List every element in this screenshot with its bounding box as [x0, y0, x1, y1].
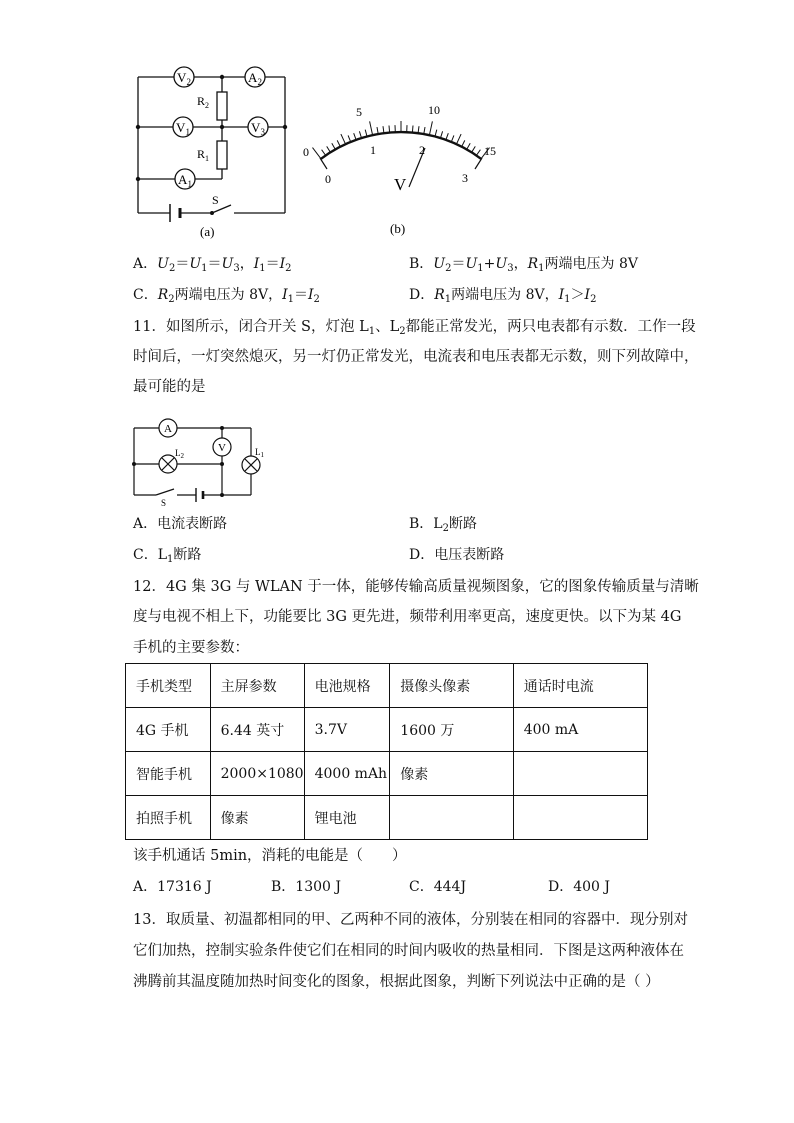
svg-text:L1: $L_1$ [255, 447, 264, 459]
q11-stem-line-2: 时间后，一灯突然熄灭，另一灯仍正常发光，电流表和电压表都无示数，则下列故障中， [133, 349, 699, 365]
q11-option-d: D．电压表断路 [409, 547, 505, 563]
ammeter-a1 [175, 169, 195, 189]
table-row [126, 752, 648, 796]
q12-option-c: C．444J [409, 879, 467, 895]
q12-option-d: D．400 J [548, 879, 611, 895]
dial-tick [457, 134, 462, 144]
table-row [126, 796, 648, 840]
table-cell [513, 796, 647, 840]
dial-tick [313, 148, 322, 159]
table-header-cell: 手机类型 [126, 664, 211, 708]
table-cell: 智能手机 [126, 752, 211, 796]
dial-tick [429, 121, 432, 135]
svg-text:V2: $V_2$ [177, 70, 191, 87]
svg-text:S: S [161, 498, 167, 508]
upper-scale-5: 5 [356, 105, 362, 119]
q11-ammeter [159, 419, 177, 437]
lower-scale-1: 1 [370, 143, 376, 157]
phone-params-table [125, 663, 648, 840]
svg-text:A1: $A_1$ [178, 172, 192, 189]
q10-option-c: C．$R_2$两端电压为 8V，$I_1=I_2$ [133, 287, 320, 305]
table-cell: 4000 mAh [304, 752, 390, 796]
table-cell: 6.44 英寸 [210, 708, 304, 752]
lower-scale-0: 0 [325, 172, 331, 186]
table-row [126, 708, 648, 752]
voltmeter-v3 [248, 117, 268, 137]
table-cell: 3.7V [304, 708, 390, 752]
dial-tick [370, 121, 373, 135]
q12-option-b: B．1300 J [271, 879, 341, 895]
table-cell: 像素 [390, 752, 513, 796]
svg-text:A: A [164, 423, 172, 435]
upper-scale-10: 10 [428, 103, 440, 117]
figure-b-caption: (b) [390, 221, 406, 236]
voltmeter-v1 [173, 117, 193, 137]
lower-scale-2: 2 [419, 143, 425, 157]
table-header-cell: 主屏参数 [210, 664, 304, 708]
q12-stem-line-2: 度与电视不相上下，功能要比 3G 更先进，频带利用率更高，速度更快。以下为某 4G [133, 609, 682, 625]
table-cell: 1600 万 [390, 708, 513, 752]
resistor-r1-label: $R_1$ [197, 147, 210, 163]
q12-stem-line-3: 手机的主要参数： [133, 640, 249, 656]
q11-stem-line-3: 最可能的是 [133, 379, 206, 395]
ammeter-a2 [245, 67, 265, 87]
table-cell [513, 752, 647, 796]
table-cell: 4G 手机 [126, 708, 211, 752]
svg-text:V: V [218, 442, 226, 454]
svg-text:A2: $A_2$ [248, 70, 262, 87]
table-header-cell: 电池规格 [304, 664, 390, 708]
q12-stem-line-1: 12．4G 集 3G 与 WLAN 于一体，能够传输高质量视频图象，它的图象传输质量与清晰 [133, 579, 699, 595]
q11-stem-line-1: 11．如图所示，闭合开关 S，灯泡 $L_1$、$L_2$都能正常发光，两只电表都有示数．工作一段 [133, 319, 696, 337]
svg-text:V3: $V_3$ [251, 120, 265, 137]
dial-unit: V [394, 175, 407, 194]
figure-b-voltmeter-dial [298, 95, 508, 240]
figure-a-caption: (a) [200, 224, 215, 239]
q11-circuit-figure [128, 415, 278, 510]
q12-question: 该手机通话 5min，消耗的电能是（ ） [133, 848, 407, 864]
resistor-r2-label: $R_2$ [197, 94, 210, 110]
voltmeter-v2 [174, 67, 194, 87]
upper-scale-15: 15 [484, 144, 496, 158]
q13-stem-line-3: 沸腾前其温度随加热时间变化的图象，根据此图象，判断下列说法中正确的是（ ） [133, 974, 660, 990]
q11-option-a: A．电流表断路 [133, 516, 228, 532]
q10-option-a: A．$U_2=U_1=U_3$，$I_1=I_2$ [133, 256, 292, 274]
lower-scale-3: 3 [462, 171, 468, 185]
q10-option-d: D．$R_1$两端电压为 8V，$I_1>I_2$ [409, 287, 597, 305]
svg-text:V1: $V_1$ [176, 120, 190, 137]
figure-a-circuit [128, 60, 298, 245]
table-cell: 锂电池 [304, 796, 390, 840]
upper-scale-0: 0 [303, 145, 309, 159]
svg-text:L2: $L_2$ [175, 448, 184, 460]
q11-voltmeter [213, 438, 231, 456]
q11-option-c: C．$L_1$断路 [133, 547, 202, 565]
q11-option-b: B．$L_2$断路 [409, 516, 477, 534]
table-cell [390, 796, 513, 840]
q12-option-a: A．17316 J [133, 879, 212, 895]
table-cell: 400 mA [513, 708, 647, 752]
q10-option-b: B．$U_2=U_1+U_3$，$R_1$两端电压为 8V [409, 256, 638, 274]
q11-lamp-l1 [242, 456, 260, 474]
table-cell: 拍照手机 [126, 796, 211, 840]
table-header-row [126, 664, 648, 708]
table-header-cell: 摄像头像素 [390, 664, 513, 708]
table-cell: 2000×1080 [210, 752, 304, 796]
switch-label: S [212, 193, 219, 207]
table-cell: 像素 [210, 796, 304, 840]
dial-tick [341, 134, 346, 144]
q13-stem-line-2: 它们加热，控制实验条件使它们在相同的时间内吸收的热量相同．下图是这两种液体在 [133, 943, 684, 959]
table-header-cell: 通话时电流 [513, 664, 647, 708]
q13-stem-line-1: 13．取质量、初温都相同的甲、乙两种不同的液体，分别装在相同的容器中．现分别对 [133, 912, 688, 928]
